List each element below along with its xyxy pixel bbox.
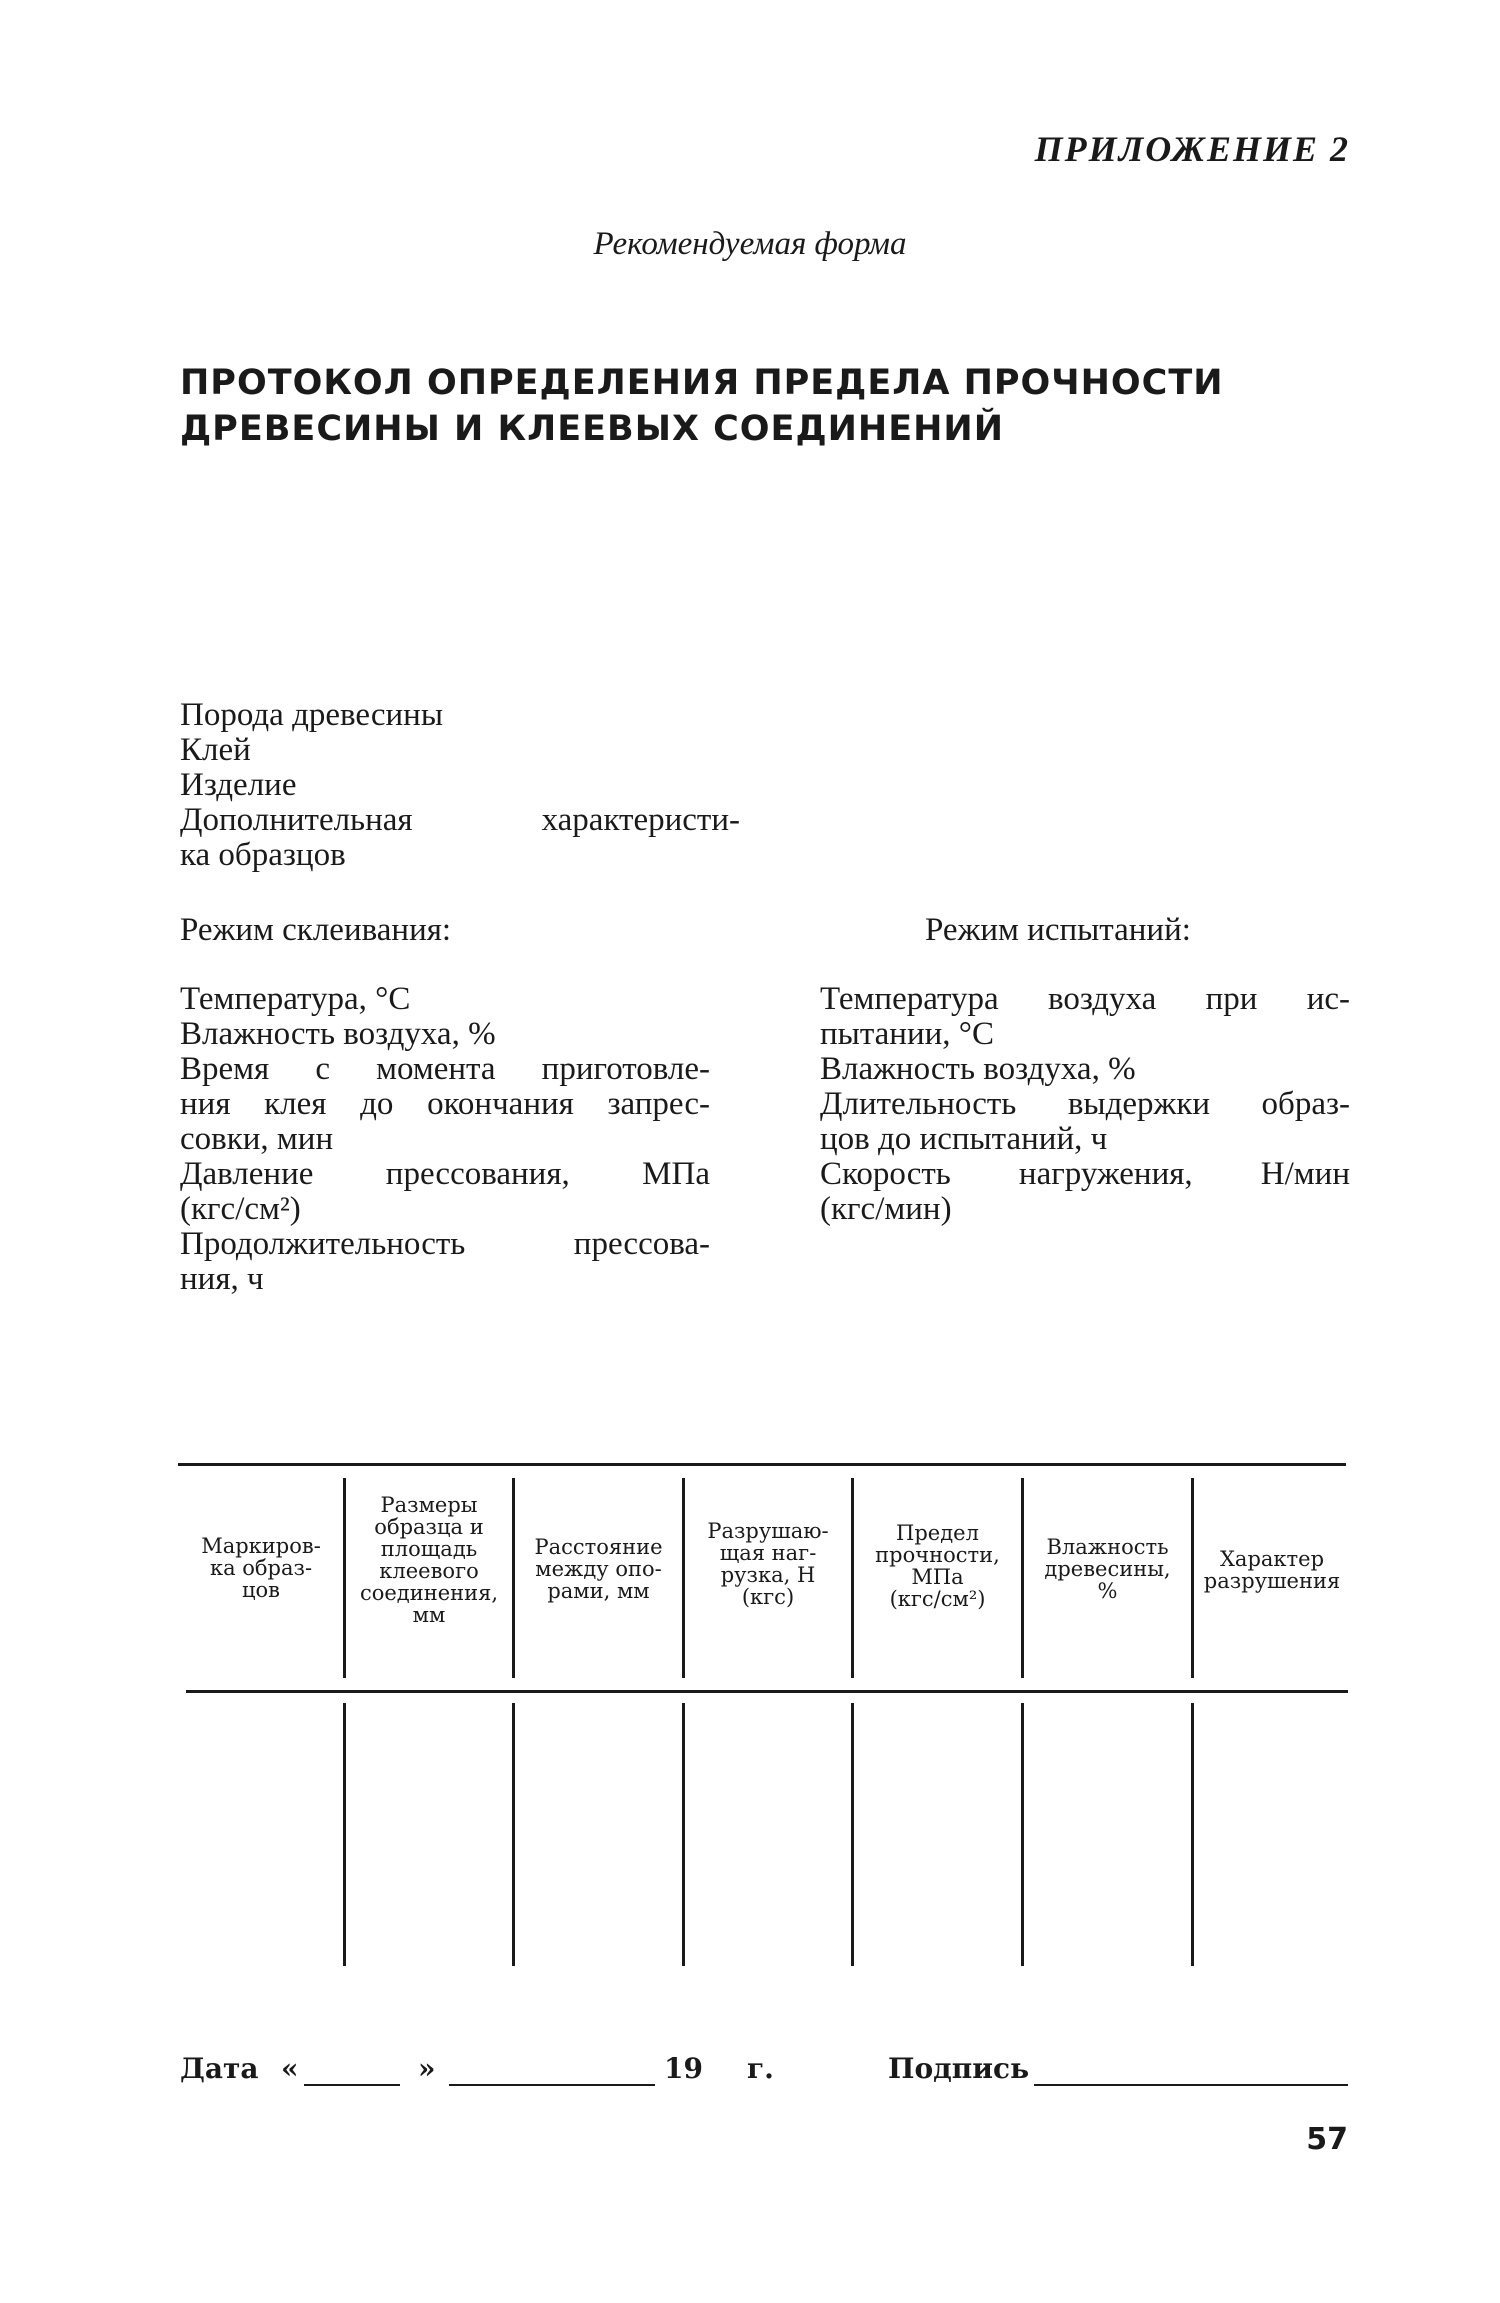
- wood-species-label: Порода древесины: [180, 697, 444, 733]
- page-number: 57: [1306, 2122, 1348, 2157]
- column-header-marking: Маркиров- ка образ- цов: [201, 1534, 321, 1602]
- signature-label: Подпись: [888, 2052, 1030, 2085]
- testing-param-line: цов до испытаний, ч: [820, 1121, 1108, 1157]
- testing-mode-heading: Режим испытаний:: [925, 912, 1191, 948]
- document-title: [180, 360, 1380, 452]
- gluing-param-line: ния клея до окончания запрес-: [180, 1086, 710, 1122]
- product-label: Изделие: [180, 767, 297, 803]
- column-header-breaking-load: Разрушаю- щая наг- рузка, Н (кгс): [707, 1519, 829, 1609]
- day-blank: [304, 2084, 400, 2086]
- date-label: Дата: [180, 2052, 259, 2085]
- testing-param-line: Скорость нагружения, Н/мин: [820, 1156, 1350, 1192]
- column-divider: [512, 1703, 515, 1966]
- gluing-mode-heading: Режим склеивания:: [180, 912, 452, 948]
- title-line-2: ДРЕВЕСИНЫ И КЛЕЕВЫХ СОЕДИНЕНИЙ: [180, 409, 1005, 449]
- testing-param-line: Влажность воздуха, %: [820, 1051, 1136, 1087]
- gluing-param-line: Влажность воздуха, %: [180, 1016, 496, 1052]
- column-divider: [1191, 1703, 1194, 1966]
- gluing-param-line: ния, ч: [180, 1261, 264, 1297]
- month-blank: [449, 2084, 655, 2086]
- column-divider: [343, 1703, 346, 1966]
- glue-label: Клей: [180, 732, 251, 768]
- gluing-param-line: Давление прессования, МПа: [180, 1156, 710, 1192]
- gluing-param-line: Время с момента приготовле-: [180, 1051, 710, 1087]
- extra-characteristic-line-1: Дополнительная характеристи-: [180, 802, 740, 838]
- close-quote: »: [418, 2052, 436, 2085]
- year-prefix: 19: [664, 2052, 703, 2085]
- column-header-wood-moisture: Влажность древесины, %: [1044, 1535, 1171, 1603]
- title-line-1: ПРОТОКОЛ ОПРЕДЕЛЕНИЯ ПРЕДЕЛА ПРОЧНОСТИ: [180, 363, 1224, 403]
- column-header-strength-limit: Предел прочности, МПа (кгс/см²): [875, 1521, 1000, 1611]
- column-header-support-distance: Расстояние между опо- рами, мм: [534, 1535, 663, 1603]
- column-header-failure-type: Характер разрушения: [1203, 1547, 1341, 1593]
- gluing-param-line: (кгс/см²): [180, 1191, 301, 1227]
- gluing-param-line: Продолжительность прессова-: [180, 1226, 710, 1262]
- gluing-param-line: Температура, °С: [180, 981, 411, 1017]
- year-suffix: г.: [747, 2052, 774, 2085]
- open-quote: «: [281, 2052, 299, 2085]
- gluing-mode-params: [180, 982, 710, 1297]
- testing-mode-params: [820, 982, 1350, 1227]
- testing-param-line: пытании, °С: [820, 1016, 994, 1052]
- column-divider: [851, 1703, 854, 1966]
- column-divider: [1021, 1703, 1024, 1966]
- testing-param-line: (кгс/мин): [820, 1191, 952, 1227]
- materials-block: [180, 698, 740, 873]
- testing-param-line: Температура воздуха при ис-: [820, 981, 1350, 1017]
- column-header-dimensions: Размеры образца и площадь клеевого соединения, мм: [359, 1493, 499, 1627]
- table-header-rule: [186, 1690, 1348, 1693]
- appendix-label: ПРИЛОЖЕНИЕ 2: [1034, 129, 1350, 169]
- extra-characteristic-line-2: ка образцов: [180, 837, 346, 873]
- column-divider: [682, 1703, 685, 1966]
- signature-blank: [1034, 2084, 1348, 2086]
- testing-param-line: Длительность выдержки образ-: [820, 1086, 1350, 1122]
- table-top-rule: [178, 1463, 1346, 1466]
- form-note: Рекомендуемая форма: [593, 226, 907, 262]
- gluing-param-line: совки, мин: [180, 1121, 334, 1157]
